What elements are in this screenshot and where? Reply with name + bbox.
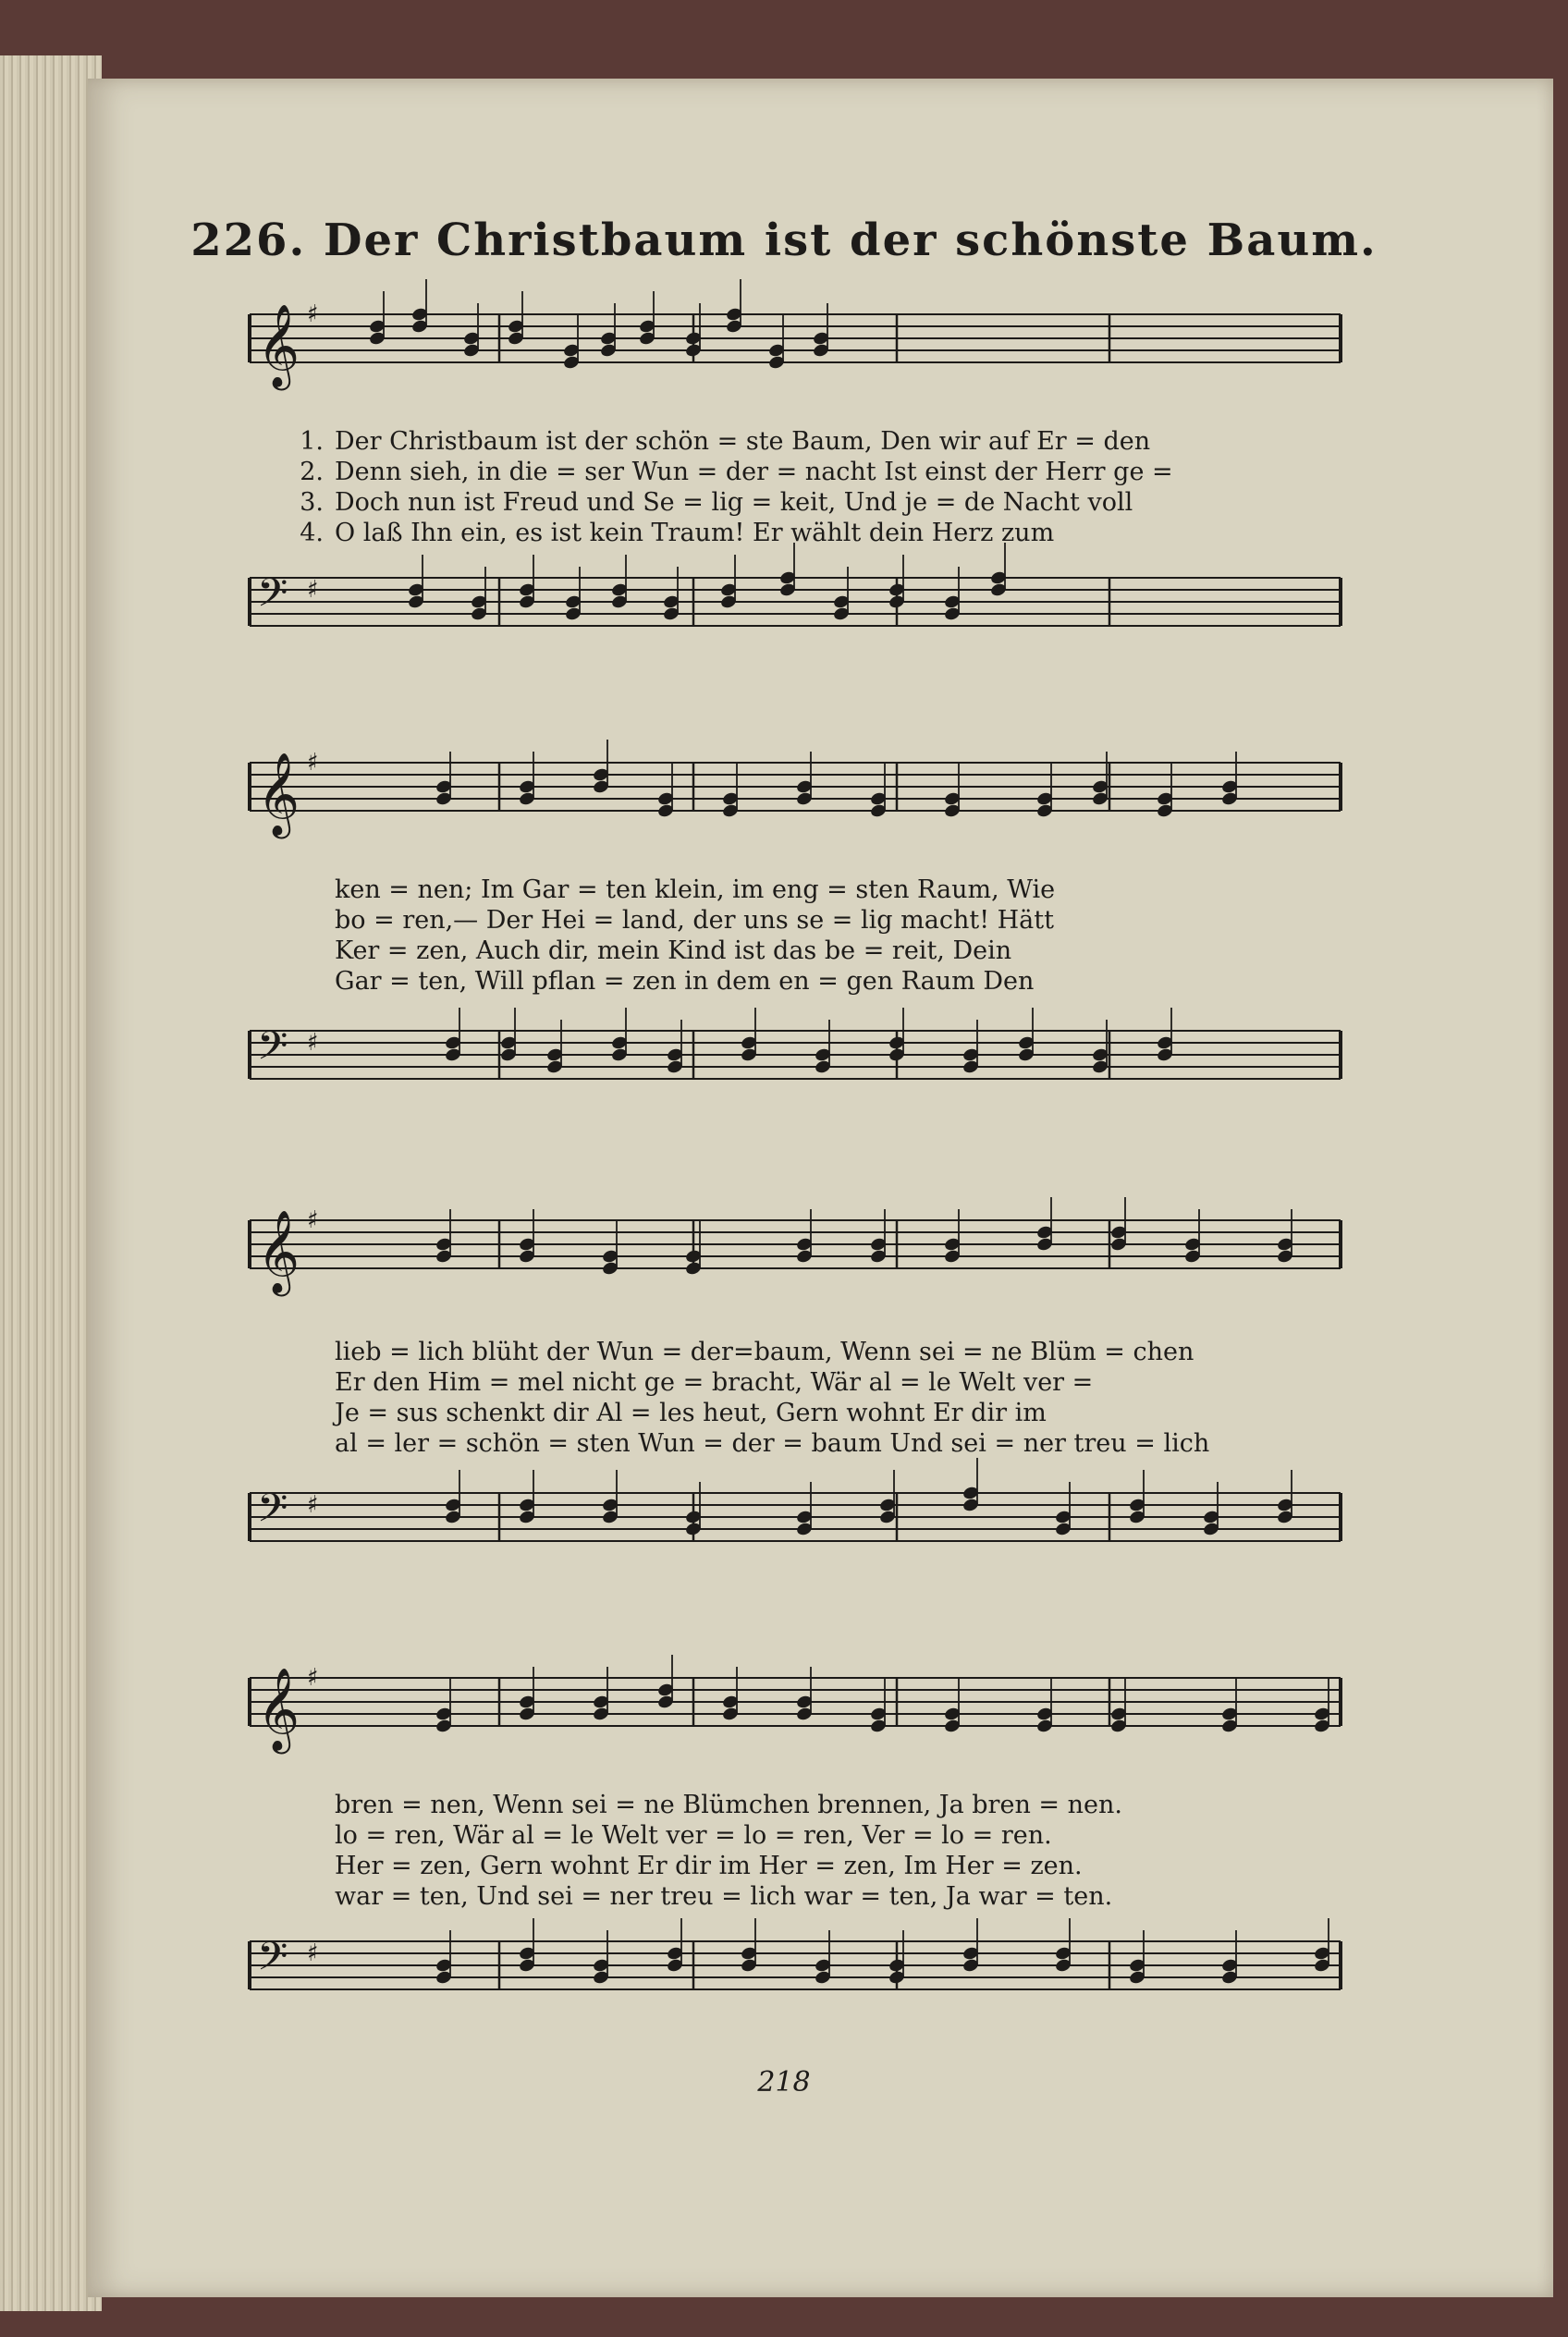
book-page-edges bbox=[0, 55, 102, 2311]
key-signature-sharp-icon: ♯ bbox=[307, 1491, 319, 1519]
bass-clef-icon: 𝄢 bbox=[257, 1934, 288, 1989]
verse-line-4 bbox=[250, 965, 1359, 997]
lyric-text: ken = nen; Im Gar = ten klein, im eng = sten Raum, Wie bbox=[335, 875, 1056, 904]
page-number: 218 bbox=[757, 2066, 811, 2098]
verse-line-2 bbox=[250, 904, 1359, 936]
lyric-text: lieb = lich blüht der Wun = der=baum, Wenn sei = ne Blüm = chen bbox=[335, 1337, 1194, 1366]
verse-line-4 bbox=[250, 1880, 1359, 1912]
verse-line-1 bbox=[250, 1789, 1359, 1820]
treble-clef-icon: 𝄞 bbox=[257, 1210, 300, 1293]
verse-line-1 bbox=[250, 874, 1359, 905]
treble-staff bbox=[250, 744, 1359, 892]
lyric-text: Doch nun ist Freud und Se = lig = keit, Und je = de Nacht voll bbox=[335, 487, 1133, 517]
music-system-4 bbox=[250, 1659, 1359, 2057]
verse-line-1: 1. Der Christbaum ist der schön = ste Baum, Den wir auf Er = den bbox=[300, 426, 1151, 456]
hymn-title: 226. Der Christbaum ist der schönste Baum. bbox=[190, 214, 1378, 266]
music-system-1 bbox=[250, 296, 1359, 684]
lyric-text: al = ler = schön = sten Wun = der = baum Und sei = ner treu = lich bbox=[335, 1428, 1210, 1458]
treble-staff bbox=[250, 1659, 1359, 1807]
verse-line-2: 2. Denn sieh, in die = ser Wun = der = nacht Ist einst der Herr ge = bbox=[300, 457, 1173, 486]
lyric-text: Je = sus schenkt dir Al = les heut, Gern wohnt Er dir im bbox=[335, 1398, 1047, 1427]
verse-line-4: 4. O laß Ihn ein, es ist kein Traum! Er wählt dein Herz zum bbox=[300, 518, 1055, 547]
verse-line-4 bbox=[250, 1427, 1359, 1459]
bass-clef-icon: 𝄢 bbox=[257, 570, 288, 626]
key-signature-sharp-icon: ♯ bbox=[307, 1029, 319, 1057]
lyric-text: bren = nen, Wenn sei = ne Blümchen brennen, Ja bren = nen. bbox=[335, 1790, 1122, 1819]
bass-staff bbox=[250, 1474, 1359, 1622]
music-system-3 bbox=[250, 1202, 1359, 1609]
verse-line-2 bbox=[250, 1366, 1359, 1398]
lyric-text: Denn sieh, in die = ser Wun = der = nacht Ist einst der Herr ge = bbox=[335, 457, 1173, 486]
lyric-text: Her = zen, Gern wohnt Er dir im Her = zen, Im Her = zen. bbox=[335, 1851, 1083, 1880]
treble-staff bbox=[250, 1202, 1359, 1350]
bass-staff bbox=[250, 559, 1359, 698]
verse-line-3: 3. Doch nun ist Freud und Se = lig = keit, Und je = de Nacht voll bbox=[300, 487, 1133, 517]
lyric-text: Gar = ten, Will pflan = zen in dem en = gen Raum Den bbox=[335, 966, 1035, 996]
key-signature-sharp-icon: ♯ bbox=[307, 1939, 319, 1967]
treble-clef-icon: 𝄞 bbox=[257, 752, 300, 836]
bass-staff bbox=[250, 1012, 1359, 1160]
key-signature-sharp-icon: ♯ bbox=[307, 1664, 319, 1692]
key-signature-sharp-icon: ♯ bbox=[307, 576, 319, 604]
verse-line-2 bbox=[250, 1819, 1359, 1851]
key-signature-sharp-icon: ♯ bbox=[307, 749, 319, 777]
verse-line-1 bbox=[250, 1336, 1359, 1367]
lyric-text: Der Christbaum ist der schön = ste Baum, Den wir auf Er = den bbox=[335, 426, 1151, 456]
key-signature-sharp-icon: ♯ bbox=[307, 300, 319, 328]
lyric-text: O laß Ihn ein, es ist kein Traum! Er wählt dein Herz zum bbox=[335, 518, 1055, 547]
treble-clef-icon: 𝄞 bbox=[257, 1668, 300, 1751]
lyric-text: lo = ren, Wär al = le Welt ver = lo = ren, Ver = lo = ren. bbox=[335, 1820, 1052, 1850]
key-signature-sharp-icon: ♯ bbox=[307, 1206, 319, 1234]
music-system-2 bbox=[250, 744, 1359, 1151]
verse-line-3 bbox=[250, 1850, 1359, 1881]
bass-clef-icon: 𝄢 bbox=[257, 1023, 288, 1079]
lyric-text: Er den Him = mel nicht ge = bracht, Wär al = le Welt ver = bbox=[335, 1367, 1094, 1397]
bass-staff bbox=[250, 1923, 1359, 2062]
lyric-text: Ker = zen, Auch dir, mein Kind ist das be = reit, Dein bbox=[335, 936, 1012, 965]
lyric-text: war = ten, Und sei = ner treu = lich war = ten, Ja war = ten. bbox=[335, 1881, 1113, 1911]
lyric-text: bo = ren,— Der Hei = land, der uns se = lig macht! Hätt bbox=[335, 905, 1054, 935]
treble-clef-icon: 𝄞 bbox=[257, 304, 300, 387]
treble-staff bbox=[250, 296, 1359, 444]
verse-line-3 bbox=[250, 935, 1359, 966]
verse-line-3 bbox=[250, 1397, 1359, 1428]
bass-clef-icon: 𝄢 bbox=[257, 1486, 288, 1541]
